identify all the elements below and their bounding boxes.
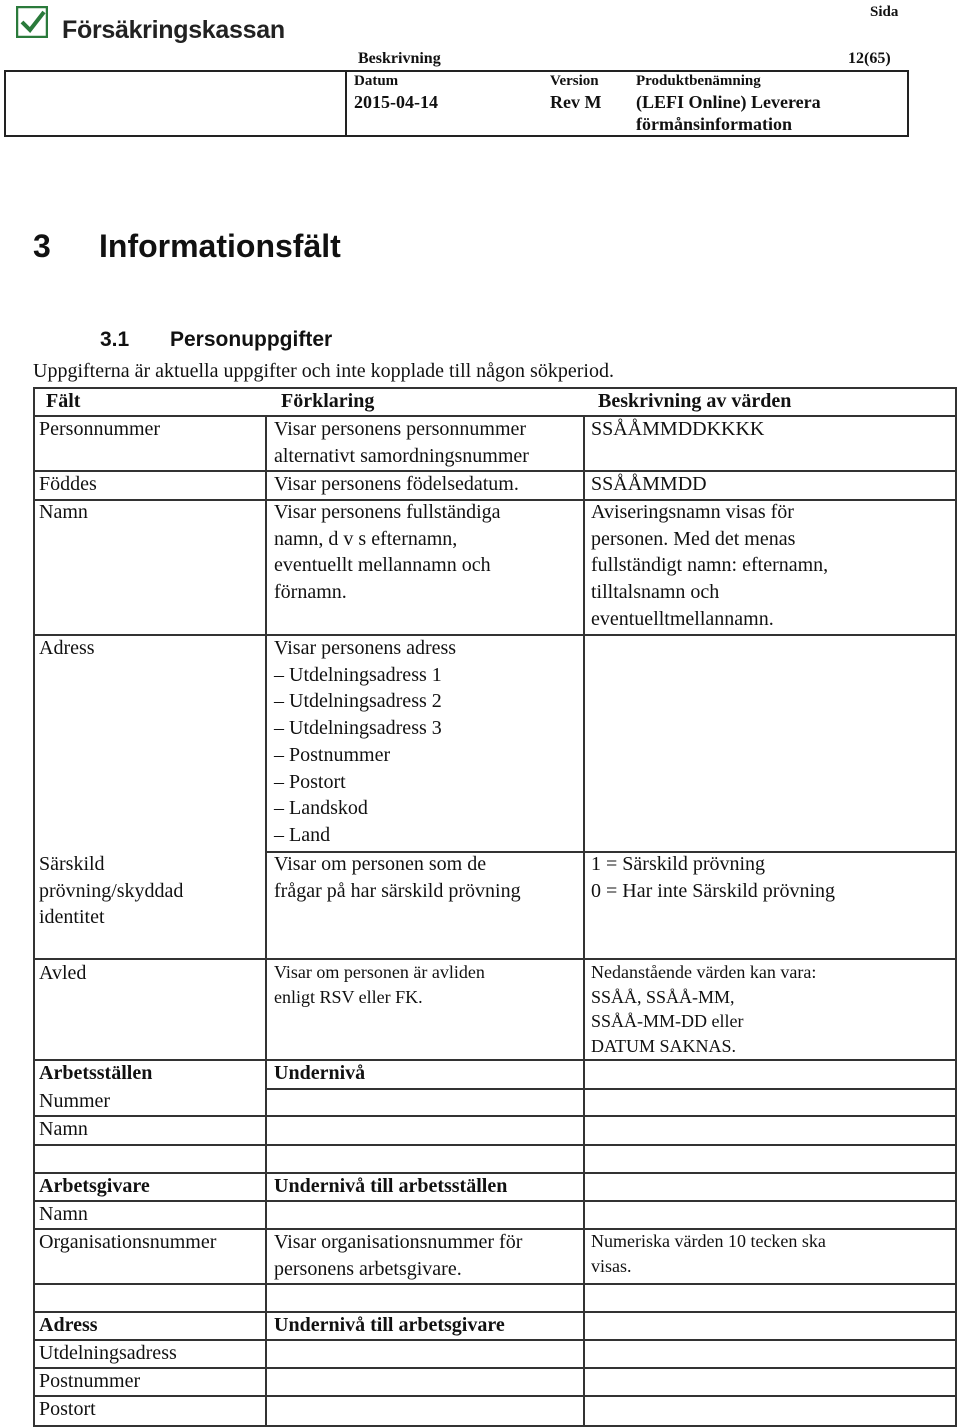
expl-organisationsnummer: Visar organisationsnummer för personens arbetsgivare. [274, 1231, 523, 1280]
field-personnummer: Personnummer [39, 418, 161, 440]
field-postnummer: Postnummer [39, 1370, 141, 1392]
column-header-falt: Fält [46, 390, 81, 412]
column-header-forklaring: Förklaring [281, 390, 375, 412]
expl-personnummer: Visar personens personnummer alternativt samordningsnummer [274, 418, 529, 467]
field-foddes: Föddes [39, 473, 97, 495]
produkt-value-1: (LEFI Online) Leverera [636, 92, 821, 112]
doc-type: Beskrivning [358, 50, 441, 67]
field-arbetsstallen-nummer: Nummer [39, 1090, 111, 1112]
field-organisationsnummer: Organisationsnummer [39, 1231, 217, 1253]
expl-arbetsstallen: Undernivå [274, 1062, 366, 1084]
expl-sarskild: Visar om personen som de frågar på har särskild prövning [274, 853, 521, 902]
column-header-beskrivning: Beskrivning av värden [598, 390, 792, 412]
field-avled: Avled [39, 962, 87, 984]
field-sarskild: Särskild prövning/skyddad identitet [39, 853, 184, 929]
produkt-value-2: förmånsinformation [636, 114, 792, 134]
field-namn: Namn [39, 501, 88, 523]
field-arbetsstallen: Arbetsställen [39, 1062, 153, 1084]
expl-adress: Visar personens adress – Utdelningsadress 1 – Utdelningsadress 2 – Utdelningsadress 3 – Postnummer – Postort – Landskod – Land [274, 637, 457, 846]
logo [16, 6, 306, 46]
field-arbetsgivare-namn: Namn [39, 1203, 88, 1225]
sida-label: Sida [870, 4, 899, 20]
version-value: Rev M [550, 92, 602, 112]
logo-icon [16, 6, 48, 38]
section-heading: 3 Informationsfält [33, 228, 341, 264]
expl-adress-arbetsgivare: Undernivå till arbetsgivare [274, 1314, 505, 1336]
desc-avled: Nedanstående värden kan vara: SSÅÅ, SSÅÅ-MM, SSÅÅ-MM-DD eller DATUM SAKNAS. [591, 962, 817, 1057]
version-label: Version [550, 73, 599, 89]
expl-avled: Visar om personen är avliden enligt RSV eller FK. [274, 962, 485, 1007]
field-adress-arbetsgivare: Adress [39, 1314, 98, 1336]
desc-personnummer: SSÅÅMMDDKKKK [591, 418, 765, 440]
expl-namn: Visar personens fullständiga namn, d v s efternamn, eventuellt mellannamn och förnamn. [274, 501, 501, 604]
desc-organisationsnummer: Numeriska värden 10 tecken ska visas. [591, 1231, 826, 1276]
desc-sarskild: 1 = Särskild prövning 0 = Har inte Särskild prövning [591, 853, 836, 902]
field-arbetsstallen-namn: Namn [39, 1118, 88, 1140]
logo-text: Försäkringskassan [62, 16, 285, 44]
datum-value: 2015-04-14 [354, 92, 438, 112]
page-number: 12(65) [848, 50, 891, 67]
field-utdelningsadress: Utdelningsadress [39, 1342, 177, 1364]
field-arbetsgivare: Arbetsgivare [39, 1175, 150, 1197]
datum-label: Datum [354, 73, 399, 89]
subsection-heading: 3.1 Personuppgifter [100, 328, 333, 351]
intro-text: Uppgifterna är aktuella uppgifter och inte kopplade till någon sökperiod. [33, 360, 614, 382]
expl-arbetsgivare: Undernivå till arbetsställen [274, 1175, 508, 1197]
field-postort: Postort [39, 1398, 96, 1420]
desc-foddes: SSÅÅMMDD [591, 473, 707, 495]
expl-foddes: Visar personens födelsedatum. [274, 473, 519, 495]
produkt-label: Produktbenämning [636, 73, 761, 89]
desc-namn: Aviseringsnamn visas för personen. Med det menas fullständigt namn: efternamn, tilltalsnamn och eventuelltmellannamn. [591, 501, 829, 630]
field-adress: Adress [39, 637, 95, 659]
